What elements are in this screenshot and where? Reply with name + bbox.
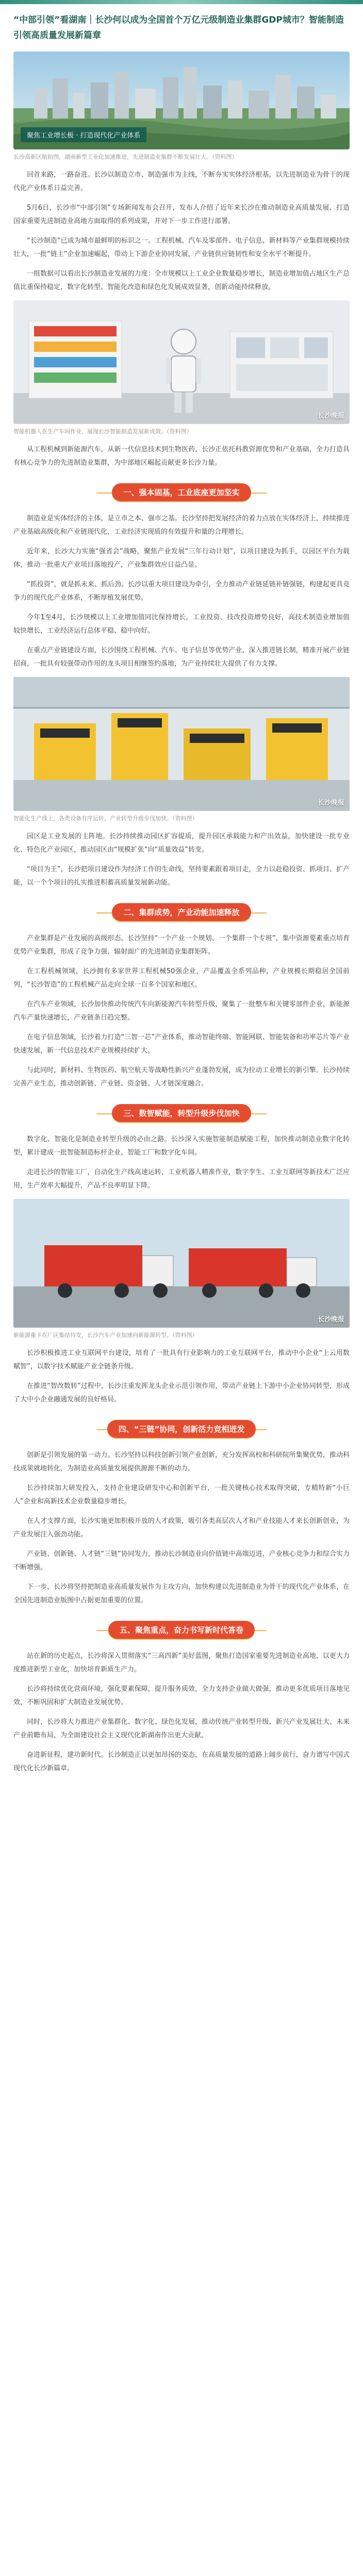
hero-caption: 长沙高新区航拍图，湖南新型工业化加速推进，先进制造业集群不断发展壮大。（资料图）	[13, 154, 238, 160]
photo2-caption: 智能化生产线上，各类设备有序运转，产业转型升级步伐加快。（资料图）	[13, 815, 198, 822]
hero-image	[13, 52, 350, 149]
robot-illustration	[13, 300, 350, 424]
robot-photo	[13, 300, 350, 424]
section-paragraph: 数字化、智能化是制造业转型升级的必由之路。长沙深入实施智能制造赋能工程，加快推动制造业数字化转型，累计建成一批智能制造标杆企业、智能工厂和数字化车间。	[13, 1136, 350, 1157]
section-title-label: 四、“三链”协同，创新活力竞相迸发	[107, 1420, 256, 1438]
hero-badge: 聚焦工业增长极 · 打造现代化产业体系	[21, 127, 146, 142]
intro-paragraph: 回首来路，一路奋进。长沙以制造立市、制造强市为主线，不断夯实实体经济根基，以先进制造业为骨干的现代化产业体系日益完善。	[13, 171, 350, 192]
section-title	[96, 1621, 267, 1640]
section-paragraph: 在电子信息领域，长沙着力打造“三智一芯”产业体系，推动智能终端、智能网联、智能装备和功率芯片等产业快速发展，新一代信息技术产业规模持续扩大。	[13, 1033, 350, 1055]
section-paragraph: 站在新的历史起点，长沙将深入贯彻落实“三高四新”美好蓝图，聚焦打造国家重要先进制造业高地，以更大力度推进新型工业化，加快培育新质生产力。	[13, 1652, 350, 1673]
section-title	[96, 1420, 267, 1439]
factory-illustration	[13, 677, 350, 811]
article-headline: “中部引领”看湖南｜长沙何以成为全国首个万亿元级制造业集群GDP城市？智能制造引领高质量发展新篇章	[13, 15, 344, 41]
section-paragraph: 在重点产业链建设方面，长沙围绕工程机械、汽车、电子信息等优势产业，深入推进链长制，精准开展产业链招商，一批具有较强带动作用的龙头项目相继签约落地，为产业持续壮大提供了有力支撑。	[13, 647, 350, 668]
section-paragraph: 制造业是实体经济的主体，是立市之本、强市之基。长沙坚持把发展经济的着力点放在实体经济上，持续推进产业基础高级化和产业链现代化，工业经济实现质的有效提升和量的合理增长。	[13, 515, 350, 536]
section-paragraph: 近年来，长沙大力实施“强省会”战略，聚焦产业发展“三年行动计划”，以项目建设为抓手，以园区平台为载体，推动一批重大产业项目落地投产，产业集群效应日益凸显。	[13, 548, 350, 569]
trucks-illustration	[13, 1199, 350, 1328]
section-title	[96, 1104, 267, 1124]
section-paragraph: 产业集群是产业发展的高级形态。长沙坚持“一个产业一个规划、一个集群一个专班”，集中资源要素重点培育优势产业集群，形成了竞争力强、辐射面广的先进制造业集群矩阵。	[13, 935, 350, 956]
section-title-label: 二、集群成势，产业动能加速释放	[112, 903, 251, 921]
section-paragraph: 在推进“智改数转”过程中，长沙注重发挥龙头企业示范引领作用，带动产业链上下游中小企业协同转型，形成了大中小企业融通发展的良好格局。	[13, 1382, 350, 1403]
section-paragraph: “抓投资”，就是抓未来、抓后劲。长沙以重大项目建设为牵引，全力推动产业链延链补链强链，构建起更具竞争力的现代化产业体系，不断厚植发展优势。	[13, 581, 350, 602]
photo3-caption: 新能源重卡在厂区集结待发，长沙汽车产业加速向新能源转型。（资料图）	[13, 1332, 198, 1338]
section-title-label: 五、聚焦重点，奋力书写新时代答卷	[108, 1621, 255, 1639]
section-paragraph: 创新是引领发展的第一动力。长沙坚持以科技创新引领产业创新，充分发挥高校和科研院所集聚优势，推动科技成果就地转化，为制造业高质量发展提供源源不断的动力。	[13, 1451, 350, 1472]
intro-paragraph: 一组数据可以看出长沙制造业发展的力度：全市规模以上工业企业数量稳步增长，制造业增加值占地区生产总值比重保持稳定，数字化转型、智能化改造和绿色化发展成效显著，创新动能持续释放。	[13, 270, 350, 291]
section-title-label: 三、数智赋能，转型升级步伐加快	[112, 1104, 251, 1122]
section-paragraph: “项目为王”，长沙把项目建设作为经济工作的生命线，坚持要素跟着项目走，全力以赴稳投资、抓项目、扩产能，以一个个项目的扎实推进积蓄高质量发展新动能。	[13, 866, 350, 887]
truck-photo	[13, 1199, 350, 1328]
section-paragraph: 在人才支撑方面，长沙实施更加积极开放的人才政策，吸引各类高层次人才和产业技能人才来长创新创业，为产业发展注入强劲动能。	[13, 1517, 350, 1538]
photo1-caption: 智能机器人在生产车间作业，展现长沙智能制造发展新成效。（资料图）	[13, 428, 192, 435]
section-paragraph: 与此同时，新材料、生物医药、航空航天等战略性新兴产业蓬勃发展，成为拉动工业增长的新引擎。长沙持续完善产业生态，推动创新链、产业链、资金链、人才链深度融合。	[13, 1066, 350, 1088]
section-paragraph: 在汽车产业领域，长沙加快推动传统汽车向新能源汽车转型升级，聚集了一批整车和关键零部件企业，新能源汽车产量快速增长，产业链条日趋完整。	[13, 1001, 350, 1022]
section-paragraph: 走进长沙的智能工厂，自动化生产线高速运转，工业机器人精准作业，数字孪生、工业互联网等新技术广泛应用，生产效率大幅提升，产品不良率明显下降。	[13, 1168, 350, 1190]
intro-paragraph: 从工程机械到新能源汽车，从新一代信息技术到生物医药，长沙正依托科教资源优势和产业基础，全力打造具有核心竞争力的先进制造业集群，为中部地区崛起贡献更多长沙力量。	[13, 446, 350, 467]
intro-paragraph: “长沙制造”已成为城市最鲜明的标识之一。工程机械、汽车及零部件、电子信息、新材料等产业集群规模持续壮大，一批“链主”企业加速崛起，带动上下游企业协同发展，产业链供应链韧性和安全水平不断提升。	[13, 237, 350, 258]
photo-watermark: 长沙晚报	[317, 412, 344, 420]
section-paragraph: 长沙持续加大研发投入，支持企业建设研发中心和创新平台，一批关键核心技术取得突破，专精特新“小巨人”企业和高新技术企业数量稳步增长。	[13, 1484, 350, 1505]
section-title	[96, 903, 267, 923]
top-decoration	[0, 0, 363, 4]
section-paragraph: 今年1至4月，长沙规模以上工业增加值同比保持增长，工业投资、技改投资增势良好，高技术制造业增加值较快增长，工业经济运行总体平稳、稳中向好。	[13, 614, 350, 635]
production-line-photo	[13, 677, 350, 811]
section-title-label: 一、强本固基，工业底座更加坚实	[112, 483, 251, 501]
section-paragraph: 产业链、创新链、人才链“三链”协同发力，推动长沙制造业向价值链中高端迈进，产业核心竞争力和综合实力不断增强。	[13, 1550, 350, 1571]
section-paragraph: 奋进新征程，建功新时代。长沙制造正以更加昂扬的姿态，在高质量发展的道路上阔步前行，奋力谱写中国式现代化长沙新篇章。	[13, 1751, 350, 1772]
photo-watermark: 长沙晚报	[317, 799, 344, 807]
section-paragraph: 在工程机械领域，长沙拥有多家世界工程机械50强企业，产品覆盖全系列品种，产业规模长期稳居全国前列，“长沙智造”的工程机械产品走向全球一百多个国家和地区。	[13, 968, 350, 989]
intro-paragraph: 5月6日，长沙市“中部引领”专场新闻发布会召开，发布人介绍了近年来长沙在推动制造业高质量发展、打造国家重要先进制造业高地方面取得的系列成果，并对下一步工作进行部署。	[13, 204, 350, 225]
photo-watermark: 长沙晚报	[317, 1316, 344, 1324]
section-paragraph: 下一步，长沙将坚持把制造业高质量发展作为主攻方向，加快构建以先进制造业为骨干的现代化产业体系，在全国先进制造业版图中占据更加重要的位置。	[13, 1583, 350, 1604]
section-paragraph: 长沙将持续优化营商环境，强化要素保障，提升服务质效，全力支持企业做大做强，推动更多优质项目落地见效，不断巩固和扩大制造业发展优势。	[13, 1685, 350, 1706]
section-title	[96, 483, 267, 503]
section-paragraph: 园区是工业发展的主阵地。长沙持续推动园区扩容提质，提升园区承载能力和产出效益，加快建设一批专业化、特色化产业园区，推动园区由“规模扩张”向“质量效益”转变。	[13, 833, 350, 854]
section-paragraph: 同时，长沙将大力推进产业集群化、数字化、绿色化发展，推动传统产业转型升级、新兴产业发展壮大、未来产业前瞻布局，为全面建设社会主义现代化新湖南作出更大贡献。	[13, 1718, 350, 1739]
section-paragraph: 长沙积极推进工业互联网平台建设，培育了一批具有行业影响力的工业互联网平台，推动中小企业“上云用数赋智”，以数字技术赋能产业全链条升级。	[13, 1349, 350, 1370]
